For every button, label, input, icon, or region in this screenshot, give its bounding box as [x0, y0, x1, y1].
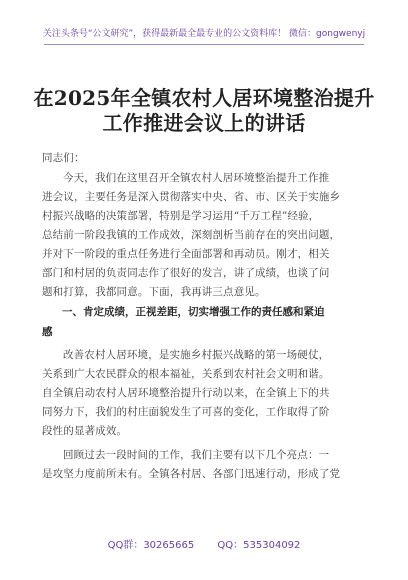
salutation: 同志们： [42, 152, 85, 164]
paragraph-2-line: 改善农村人居环境，是实施乡村振兴战略的第一场硬仗， [63, 349, 330, 361]
paragraph-1-line: 进会议，主要任务是深入贯彻落实中央、省、市、区关于实施乡 [42, 191, 341, 203]
paragraph-1-line: 今天，我们在这里召开全镇农村人居环境整治提升工作推 [63, 172, 330, 184]
document-title-line-1: 在2025年全镇农村人居环境整治提升 [33, 86, 375, 110]
paragraph-1-line: 部门和村居的负责同志作了很好的发言，讲了成绩，也谈了问 [42, 267, 330, 279]
header-divider [44, 44, 364, 45]
paragraph-1-line: 总结前一阶段我镇的工作成效，深刻剖析当前存在的突出问题， [42, 229, 341, 241]
section-heading: 感 [42, 326, 53, 338]
paragraph-2-line: 段性的显著成效。 [42, 425, 128, 437]
paragraph-1-line: 题和打算，我都同意。下面，我再讲三点意见。 [42, 286, 266, 298]
paragraph-2-line: 同努力下，我们的村庄面貌发生了可喜的变化，工作取得了阶 [42, 406, 330, 418]
paragraph-2-line: 自全镇启动农村人居环境整治提升行动以来，在全镇上下的共 [42, 387, 330, 399]
header-note: 关注头条号“公文研究”，获得最新最全最专业的公文资料库！ 微信：gongwenyj [42, 29, 366, 39]
section-heading: 一、肯定成绩，正视差距，切实增强工作的责任感和紧迫 [62, 306, 325, 318]
paragraph-1-line: 村振兴战略的决策部署，特别是学习运用“千万工程”经验， [42, 210, 320, 222]
footer-qq: QQ：535304092 [217, 540, 301, 551]
paragraph-3-line: 回顾过去一段时间的工作，我们主要有以下几个亮点：一 [63, 449, 330, 461]
paragraph-2-line: 关系到广大农民群众的根本福祉，关系到农村社会文明和谐。 [42, 368, 330, 380]
paragraph-1-line: 并对下一阶段的重点任务进行全面部署和再动员。刚才，相关 [42, 248, 330, 260]
paragraph-3-line: 是攻坚力度前所未有。全镇各村居、各部门迅速行动，形成了党 [42, 468, 341, 480]
footer-qq-group: QQ群：30265665 [107, 540, 195, 551]
footer-contact [0, 536, 408, 551]
document-title-line-2: 工作推进会议上的讲话 [102, 111, 306, 135]
